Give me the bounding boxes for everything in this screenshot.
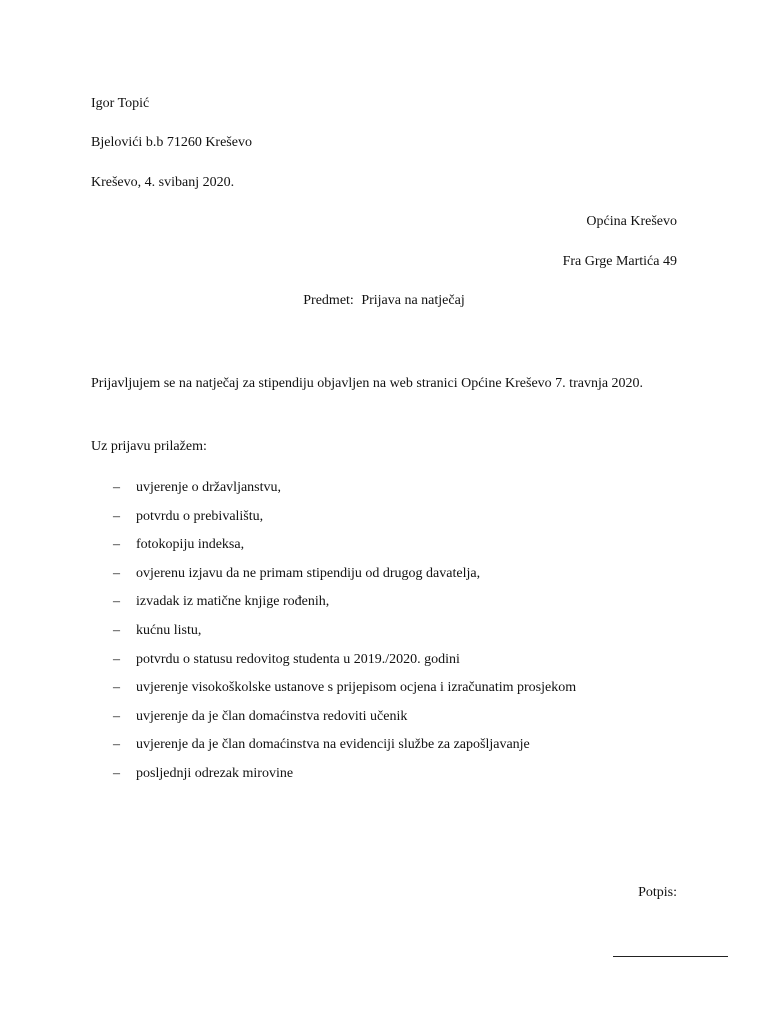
place-date: Kreševo, 4. svibanj 2020. xyxy=(91,175,235,190)
attachment-item-text: posljednji odrezak mirovine xyxy=(136,766,294,781)
list-bullet: – xyxy=(113,537,120,553)
attachment-item-text: uvjerenje o državljanstvu, xyxy=(136,480,282,495)
attachment-item-text: izvadak iz matične knjige rođenih, xyxy=(136,594,330,610)
attachment-item-text: uvjerenje da je član domaćinstva redoviti učenik xyxy=(136,708,408,724)
attachment-item-text: kućnu listu, xyxy=(136,623,202,638)
attachment-item-text: uvjerenje visokoškolske ustanove s prijepisom ocjena i izračunatim prosjekom xyxy=(136,680,577,696)
attachment-item-text: fotokopiju indeksa, xyxy=(136,537,245,553)
attachment-item-text: uvjerenje da je član domaćinstva na evidenciji službe za zapošljavanje xyxy=(136,737,530,753)
attachment-item-text: potvrdu o statusu redovitog studenta u 2019./2020. godini xyxy=(136,651,460,667)
recipient-name: Općina Kreševo xyxy=(586,214,677,229)
list-bullet: – xyxy=(113,623,120,638)
attachment-item-text: potvrdu o prebivalištu, xyxy=(136,508,264,524)
sender-name: Igor Topić xyxy=(91,96,150,111)
recipient-address: Fra Grge Martića 49 xyxy=(562,254,677,269)
list-bullet: – xyxy=(113,766,120,781)
list-bullet: – xyxy=(113,737,120,753)
signature-label: Potpis: xyxy=(638,885,677,900)
list-bullet: – xyxy=(113,708,120,724)
body-paragraph: Prijavljujem se na natječaj za stipendiju objavljen na web stranici Općine Kreševo 7. travnja 2020. xyxy=(91,376,644,391)
sender-address: Bjelovići b.b 71260 Kreševo xyxy=(91,135,252,150)
list-bullet: – xyxy=(113,594,120,610)
signature-line xyxy=(613,956,728,957)
subject-label: Predmet: xyxy=(303,293,354,308)
list-bullet: – xyxy=(113,680,120,696)
attachments-intro: Uz prijavu prilažem: xyxy=(91,439,207,454)
attachment-item-text: ovjerenu izjavu da ne primam stipendiju od drugog davatelja, xyxy=(136,565,481,581)
subject-text: Prijava na natječaj xyxy=(361,293,465,308)
list-bullet: – xyxy=(113,508,120,524)
list-bullet: – xyxy=(113,480,120,495)
list-bullet: – xyxy=(113,651,120,667)
subject-line xyxy=(0,292,768,310)
list-bullet: – xyxy=(113,565,120,581)
